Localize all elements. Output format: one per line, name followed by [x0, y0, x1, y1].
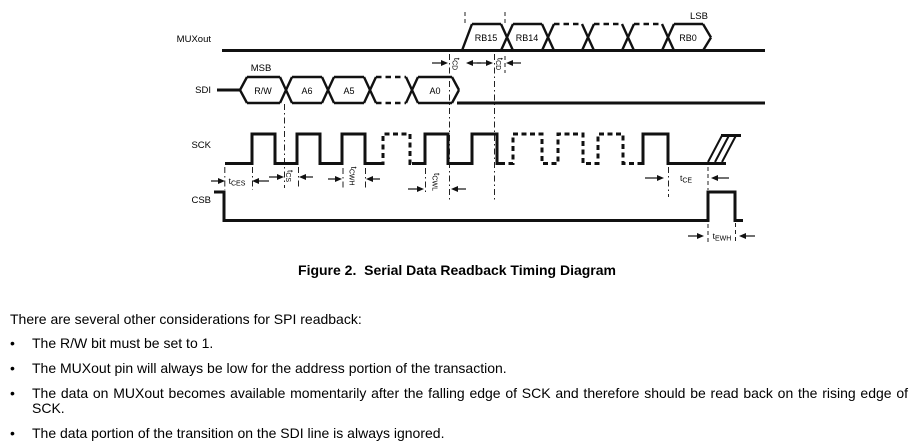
- list-item-text: The R/W bit must be set to 1.: [32, 335, 214, 351]
- considerations-list: [10, 336, 908, 441]
- list-item-text: The data portion of the transition on the SDI line is always ignored.: [32, 425, 445, 441]
- list-item-text: The MUXout pin will always be low for the address portion of the transaction.: [32, 360, 507, 376]
- list-item-text: The data on MUXout becomes available momentarily after the falling edge of SCK and therefore should be read back on the rising edge of SCK.: [32, 385, 908, 416]
- bit-label-a6: A6: [301, 86, 313, 96]
- figure-caption: Figure 2. Serial Data Readback Timing Diagram: [298, 262, 616, 278]
- lsb-label: LSB: [690, 11, 708, 22]
- sck-dont-care-hatch: [708, 136, 736, 163]
- bullet-glyph: •: [10, 425, 15, 441]
- csb-waveform: [214, 192, 743, 221]
- bit-label-rb0: RB0: [679, 33, 697, 43]
- body-text: [10, 312, 908, 441]
- sck-waveform: [225, 134, 741, 164]
- bit-label-rw: R/W: [254, 86, 272, 96]
- list-item: [10, 361, 908, 376]
- timing-label-tcd-1: tCD: [450, 57, 462, 71]
- bit-label-rb15: RB15: [474, 33, 498, 43]
- timing-label-tcs: tCS: [284, 169, 296, 183]
- bit-label-rb14: RB14: [515, 33, 539, 43]
- list-item: [10, 386, 908, 416]
- list-item: [10, 336, 908, 351]
- timing-label-tcwl: tCWL: [430, 173, 442, 191]
- signal-label-sck: SCK: [191, 140, 211, 151]
- sdi-waveform: [217, 77, 765, 103]
- timing-arrows: [211, 57, 755, 239]
- bullet-glyph: •: [10, 385, 15, 401]
- guide-lines: [225, 12, 736, 243]
- timing-label-tce: tCE: [679, 173, 693, 185]
- timing-label-tcwh: tCWH: [347, 166, 359, 186]
- msb-label: MSB: [250, 63, 272, 74]
- timing-label-tewh: tEWH: [712, 231, 732, 243]
- bit-label-a0: A0: [429, 86, 441, 96]
- list-item: [10, 426, 908, 441]
- bullet-glyph: •: [10, 335, 15, 351]
- timing-label-tces: tCES: [228, 176, 246, 188]
- signal-label-sdi: SDI: [195, 85, 211, 96]
- bullet-glyph: •: [10, 360, 15, 376]
- bit-label-a5: A5: [343, 86, 355, 96]
- timing-label-tcd-2: tCD: [494, 57, 506, 71]
- signal-label-csb: CSB: [191, 195, 211, 206]
- intro-paragraph: There are several other considerations for SPI readback:: [10, 311, 362, 327]
- signal-label-muxout: MUXout: [176, 34, 211, 45]
